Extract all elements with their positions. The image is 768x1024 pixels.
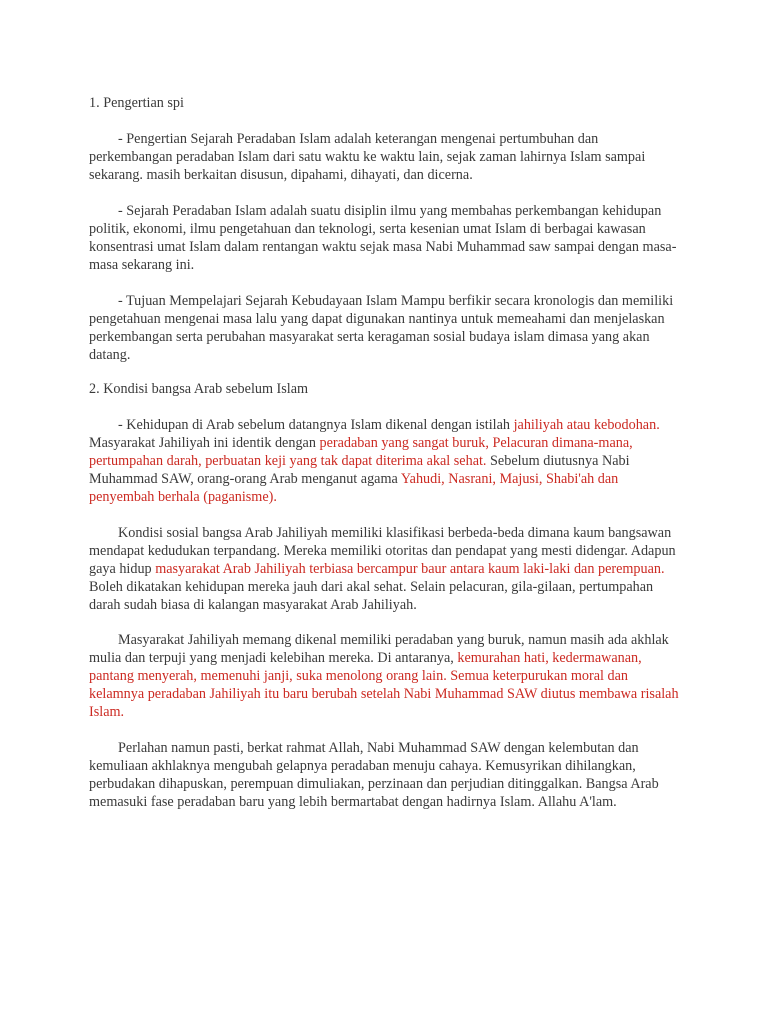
section-2-paragraph-3 <box>89 631 679 721</box>
text-run: - Kehidupan di Arab sebelum datangnya Islam dikenal dengan istilah <box>118 417 514 433</box>
text-run: Masyarakat Jahiliyah ini identik dengan <box>89 435 320 451</box>
section-2-paragraph-4: Perlahan namun pasti, berkat rahmat Allah, Nabi Muhammad SAW dengan kelembutan dan kemuliaan akhlaknya mengubah gelapnya peradaban menuju cahaya. Kemusyrikan dihilangkan, perbudakan dihapuskan, perempuan dimuliakan, perzinaan dan perjudian ditinggalkan. Bangsa Arab memasuki fase peradaban baru yang lebih bermartabat dengan hadirnya Islam. Allahu A'lam. <box>89 740 659 810</box>
section-1-paragraph-2: - Sejarah Peradaban Islam adalah suatu disiplin ilmu yang membahas perkembangan kehidupan politik, ekonomi, ilmu pengetahuan dan teknologi, serta kesenian umat Islam di berbagai kawasan konsentrasi umat Islam dalam rentangan waktu sejak masa Nabi Muhammad saw sampai dengan masa-masa sekarang ini. <box>89 203 677 273</box>
text-run: Kondisi sosial bangsa Arab Jahiliyah memiliki klasifikasi berbeda-beda dimana kaum bangsawan mendapat kedudukan terpandang. Mereka memiliki otoritas dan pendapat yang mesti didengar. Adapun gaya hidup <box>89 525 676 577</box>
section-2-heading: 2. Kondisi bangsa Arab sebelum Islam <box>89 381 309 397</box>
section-1-paragraph-3: - Tujuan Mempelajari Sejarah Kebudayaan Islam Mampu berfikir secara kronologis dan memiliki pengetahuan mengenai masa lalu yang dapat digunakan nantinya untuk memeahami dan menjelaskan perkembangan serta perubahan masyarakat serta keragaman sosial budaya islam dimasa yang akan datang. <box>89 293 674 363</box>
section-1-heading: 1. Pengertian spi <box>89 95 184 111</box>
text-run: Boleh dikatakan kehidupan mereka jauh dari akal sehat. Selain pelacuran, gila-gilaan, pertumpahan darah sudah biasa di kalangan masyarakat Arab Jahiliyah. <box>89 579 654 613</box>
section-2-paragraph-1 <box>89 416 679 506</box>
section-1-paragraph-1: - Pengertian Sejarah Peradaban Islam adalah keterangan mengenai pertumbuhan dan perkembangan peradaban Islam dari satu waktu ke waktu lain, sejak zaman lahirnya Islam sampai sekarang. masih berkaitan disusun, dipahami, dihayati, dan dicerna. <box>89 131 646 183</box>
highlighted-text: Yahudi, Nasrani, Majusi, Shabi'ah dan penyembah berhala (paganisme). <box>89 471 619 505</box>
text-run: Sebelum diutusnya Nabi Muhammad SAW, orang-orang Arab menganut agama <box>89 453 630 487</box>
text-run: Masyarakat Jahiliyah memang dikenal memiliki peradaban yang buruk, namun masih ada akhlak mulia dan terpuji yang menjadi kelebihan mereka. Di antaranya, <box>89 632 669 666</box>
highlighted-text: kemurahan hati, kedermawanan, pantang menyerah, memenuhi janji, suka menolong orang lain. Semua keterpurukan moral dan kelamnya peradaban Jahiliyah itu baru berubah setelah Nabi Muhammad SAW diutus membawa risalah Islam. <box>89 650 679 720</box>
section-2-paragraph-2 <box>89 524 679 614</box>
highlighted-text: masyarakat Arab Jahiliyah terbiasa bercampur baur antara kaum laki-laki dan perempuan. <box>155 561 665 577</box>
highlighted-text: jahiliyah atau kebodohan. <box>513 417 660 433</box>
highlighted-text: peradaban yang sangat buruk, Pelacuran dimana-mana, pertumpahan darah, perbuatan keji yang tak dapat diterima akal sehat. <box>89 435 633 469</box>
